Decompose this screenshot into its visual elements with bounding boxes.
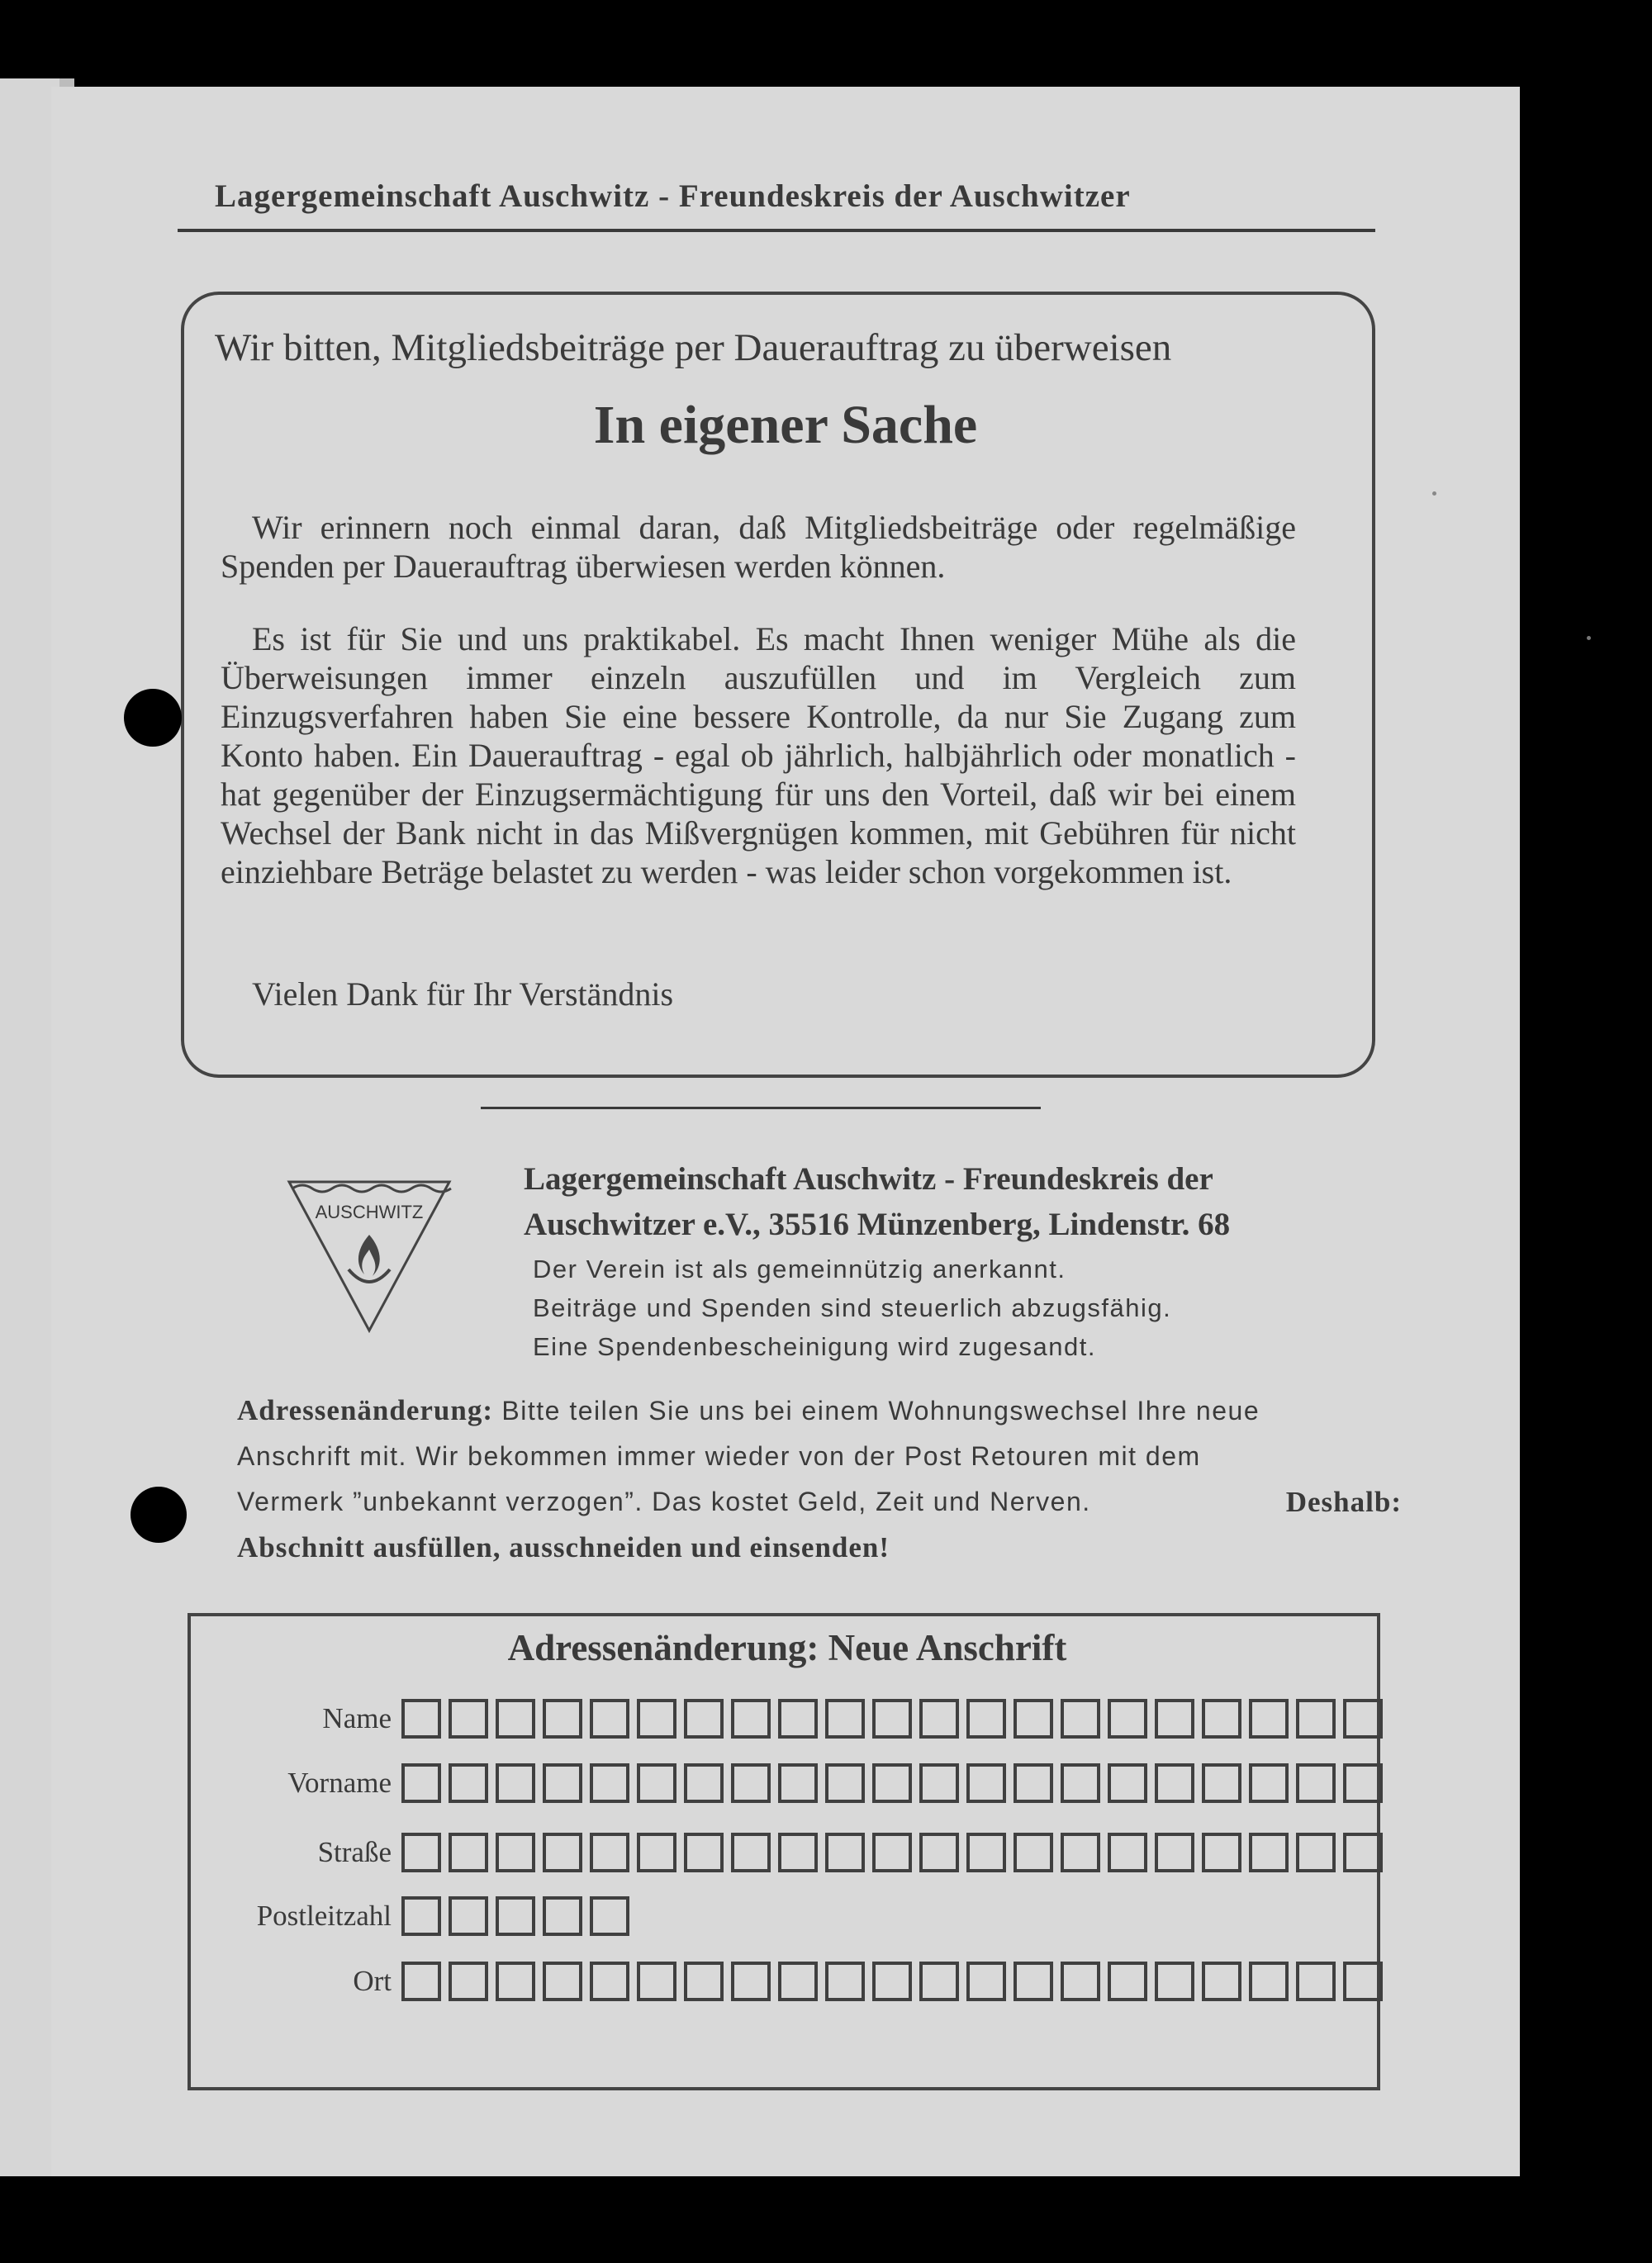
letter-box[interactable] bbox=[1202, 1833, 1241, 1872]
form-row-strasse bbox=[191, 1829, 1390, 1876]
letter-box[interactable] bbox=[825, 1833, 865, 1872]
letter-box[interactable] bbox=[449, 1962, 488, 2001]
letter-box[interactable] bbox=[543, 1896, 582, 1936]
field-label: Vorname bbox=[287, 1767, 392, 1799]
letter-box[interactable] bbox=[919, 1763, 959, 1803]
letter-box[interactable] bbox=[1202, 1962, 1241, 2001]
form-row-postleitzahl bbox=[191, 1893, 637, 1939]
letter-box[interactable] bbox=[401, 1833, 441, 1872]
letter-box[interactable] bbox=[778, 1833, 818, 1872]
letter-box[interactable] bbox=[401, 1763, 441, 1803]
notice-paragraph-2: Es ist für Sie und uns praktikabel. Es macht Ihnen weniger Mühe als die Überweisungen immer einzeln auszufüllen und im Vergleich zum Einzugsverfahren haben Sie eine bessere Kontrolle, da nur Sie Zugang zum Konto haben. Ein Dauerauftrag - egal ob jährlich, halbjährlich oder monatlich - hat gegenüber der Einzugsermächtigung für uns den Vorteil, daß wir bei einem Wechsel der Bank nicht in das Mißvergnügen kommen, mit Gebühren für nicht einziehbare Beträge belastet zu werden - was leider schon vorgekommen ist. bbox=[221, 620, 1296, 890]
page-header: Lagergemeinschaft Auschwitz - Freundeskreis der Auschwitzer bbox=[215, 178, 1131, 214]
note-item: Eine Spendenbescheinigung wird zugesandt. bbox=[533, 1332, 1096, 1361]
field-label: Ort bbox=[353, 1965, 392, 1997]
form-row-ort bbox=[191, 1958, 1390, 2004]
form-title: Adressenänderung: Neue Anschrift bbox=[507, 1627, 1067, 1668]
notice-closing: Vielen Dank für Ihr Verständnis bbox=[252, 975, 674, 1013]
address-change-cta: Abschnitt ausfüllen, ausschneiden und einsenden! bbox=[237, 1531, 890, 1563]
letter-box[interactable] bbox=[543, 1962, 582, 2001]
ort-input[interactable] bbox=[401, 1962, 1390, 2001]
name-input[interactable] bbox=[401, 1699, 1390, 1739]
letter-box[interactable] bbox=[1108, 1763, 1147, 1803]
vorname-input[interactable] bbox=[401, 1763, 1390, 1803]
letter-box[interactable] bbox=[637, 1699, 676, 1739]
header-rule bbox=[178, 229, 1375, 232]
letter-box[interactable] bbox=[966, 1699, 1006, 1739]
note-item: Der Verein ist als gemeinnützig anerkannt. bbox=[533, 1255, 1066, 1283]
letter-box[interactable] bbox=[872, 1962, 912, 2001]
letter-box[interactable] bbox=[590, 1763, 629, 1803]
letter-box[interactable] bbox=[543, 1699, 582, 1739]
document-page bbox=[51, 87, 1520, 2176]
strasse-input[interactable] bbox=[401, 1833, 1390, 1872]
letter-box[interactable] bbox=[1343, 1833, 1383, 1872]
notice-title: In eigener Sache bbox=[593, 395, 978, 455]
letter-box[interactable] bbox=[1249, 1699, 1289, 1739]
flame-triangle-icon bbox=[282, 1177, 456, 1334]
field-label: Postleitzahl bbox=[256, 1900, 392, 1932]
address-change-text-1: Bitte teilen Sie uns bei einem Wohnungswechsel Ihre neue bbox=[501, 1396, 1260, 1426]
organization-line-1: Lagergemeinschaft Auschwitz - Freundeskreis der bbox=[524, 1161, 1213, 1197]
letter-box[interactable] bbox=[1061, 1833, 1100, 1872]
field-label: Name bbox=[322, 1702, 392, 1734]
address-change-text-2: Anschrift mit. Wir bekommen immer wieder von der Post Retouren mit dem bbox=[237, 1441, 1201, 1471]
letter-box[interactable] bbox=[825, 1962, 865, 2001]
letter-box[interactable] bbox=[543, 1763, 582, 1803]
letter-box[interactable] bbox=[1155, 1962, 1194, 2001]
letter-box[interactable] bbox=[449, 1699, 488, 1739]
organization-info bbox=[524, 1156, 1230, 1247]
notice-intro: Wir bitten, Mitgliedsbeiträge per Dauerauftrag zu überweisen bbox=[215, 326, 1172, 369]
letter-box[interactable] bbox=[1061, 1763, 1100, 1803]
letter-box[interactable] bbox=[496, 1962, 535, 2001]
letter-box[interactable] bbox=[966, 1962, 1006, 2001]
letter-box[interactable] bbox=[684, 1962, 724, 2001]
letter-box[interactable] bbox=[496, 1699, 535, 1739]
address-change-form bbox=[188, 1613, 1380, 2090]
notice-paragraph-1: Wir erinnern noch einmal daran, daß Mitgliedsbeiträge oder regelmäßige Spenden per Dauerauftrag überwiesen werden können. bbox=[221, 509, 1296, 585]
letter-box[interactable] bbox=[1343, 1962, 1383, 2001]
letter-box[interactable] bbox=[731, 1962, 771, 2001]
letter-box[interactable] bbox=[496, 1896, 535, 1936]
letter-box[interactable] bbox=[1155, 1699, 1194, 1739]
letter-box[interactable] bbox=[1108, 1962, 1147, 2001]
letter-box[interactable] bbox=[401, 1699, 441, 1739]
letter-box[interactable] bbox=[778, 1699, 818, 1739]
section-divider bbox=[481, 1107, 1041, 1109]
logo-text: AUSCHWITZ bbox=[315, 1202, 424, 1222]
letter-box[interactable] bbox=[401, 1962, 441, 2001]
letter-box[interactable] bbox=[590, 1699, 629, 1739]
letter-box[interactable] bbox=[1061, 1699, 1100, 1739]
punch-hole bbox=[131, 1487, 187, 1543]
letter-box[interactable] bbox=[872, 1763, 912, 1803]
letter-box[interactable] bbox=[684, 1699, 724, 1739]
letter-box[interactable] bbox=[1108, 1699, 1147, 1739]
letter-box[interactable] bbox=[966, 1833, 1006, 1872]
letter-box[interactable] bbox=[1249, 1833, 1289, 1872]
letter-box[interactable] bbox=[1296, 1962, 1336, 2001]
letter-box[interactable] bbox=[919, 1962, 959, 2001]
letter-box[interactable] bbox=[684, 1763, 724, 1803]
letter-box[interactable] bbox=[1202, 1763, 1241, 1803]
form-row-vorname bbox=[191, 1760, 1390, 1806]
letter-box[interactable] bbox=[1296, 1699, 1336, 1739]
organization-notes bbox=[533, 1250, 1171, 1366]
letter-box[interactable] bbox=[637, 1833, 676, 1872]
form-row-name bbox=[191, 1696, 1390, 1742]
letter-box[interactable] bbox=[1014, 1962, 1053, 2001]
letter-box[interactable] bbox=[449, 1833, 488, 1872]
address-change-notice bbox=[237, 1388, 1402, 1570]
deshalb-label: Deshalb: bbox=[1285, 1486, 1402, 1518]
letter-box[interactable] bbox=[1155, 1763, 1194, 1803]
letter-box[interactable] bbox=[872, 1833, 912, 1872]
postleitzahl-input[interactable] bbox=[401, 1896, 637, 1936]
letter-box[interactable] bbox=[1343, 1699, 1383, 1739]
letter-box[interactable] bbox=[1249, 1763, 1289, 1803]
letter-box[interactable] bbox=[1014, 1699, 1053, 1739]
letter-box[interactable] bbox=[825, 1699, 865, 1739]
letter-box[interactable] bbox=[496, 1763, 535, 1803]
address-change-text-3: Vermerk ”unbekannt verzogen”. Das kostet Geld, Zeit und Nerven. bbox=[237, 1487, 1091, 1516]
letter-box[interactable] bbox=[637, 1962, 676, 2001]
letter-box[interactable] bbox=[731, 1763, 771, 1803]
letter-box[interactable] bbox=[1343, 1763, 1383, 1803]
letter-box[interactable] bbox=[1061, 1962, 1100, 2001]
address-change-label: Adressenänderung: bbox=[237, 1394, 494, 1426]
letter-box[interactable] bbox=[1108, 1833, 1147, 1872]
letter-box[interactable] bbox=[966, 1763, 1006, 1803]
letter-box[interactable] bbox=[919, 1699, 959, 1739]
letter-box[interactable] bbox=[919, 1833, 959, 1872]
letter-box[interactable] bbox=[1249, 1962, 1289, 2001]
letter-box[interactable] bbox=[1296, 1833, 1336, 1872]
letter-box[interactable] bbox=[449, 1763, 488, 1803]
letter-box[interactable] bbox=[1296, 1763, 1336, 1803]
field-label: Straße bbox=[317, 1836, 392, 1868]
punch-hole bbox=[124, 689, 182, 747]
letter-box[interactable] bbox=[778, 1962, 818, 2001]
letter-box[interactable] bbox=[1155, 1833, 1194, 1872]
letter-box[interactable] bbox=[590, 1962, 629, 2001]
letter-box[interactable] bbox=[543, 1833, 582, 1872]
letter-box[interactable] bbox=[1014, 1833, 1053, 1872]
note-item: Beiträge und Spenden sind steuerlich abzugsfähig. bbox=[533, 1293, 1172, 1322]
letter-box[interactable] bbox=[401, 1896, 441, 1936]
letter-box[interactable] bbox=[872, 1699, 912, 1739]
letter-box[interactable] bbox=[731, 1699, 771, 1739]
letter-box[interactable] bbox=[825, 1763, 865, 1803]
letter-box[interactable] bbox=[684, 1833, 724, 1872]
letter-box[interactable] bbox=[778, 1763, 818, 1803]
letter-box[interactable] bbox=[496, 1833, 535, 1872]
letter-box[interactable] bbox=[731, 1833, 771, 1872]
letter-box[interactable] bbox=[449, 1896, 488, 1936]
letter-box[interactable] bbox=[590, 1833, 629, 1872]
letter-box[interactable] bbox=[590, 1896, 629, 1936]
letter-box[interactable] bbox=[1202, 1699, 1241, 1739]
letter-box[interactable] bbox=[637, 1763, 676, 1803]
organization-line-2: Auschwitzer e.V., 35516 Münzenberg, Lindenstr. 68 bbox=[524, 1207, 1231, 1242]
letter-box[interactable] bbox=[1014, 1763, 1053, 1803]
